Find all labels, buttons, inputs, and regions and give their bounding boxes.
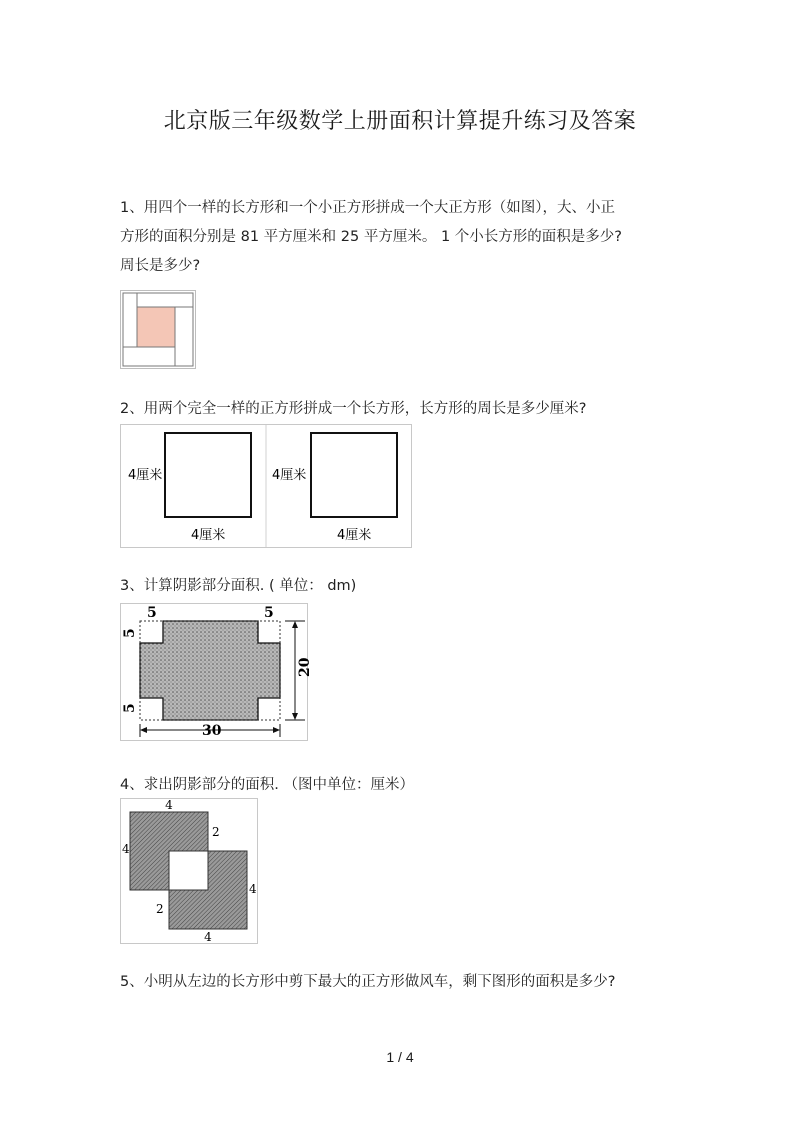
question-5: 5、小明从左边的长方形中剪下最大的正方形做风车，剩下图形的面积是多少? [120,974,616,990]
label-overlap-left-2: 2 [156,902,164,916]
question-4: 4、求出阴影部分的面积. （图中单位：厘米） [120,777,414,793]
figure-4-overlapping-squares [120,798,258,944]
label-overlap-right-2: 2 [212,825,220,839]
label-right-4: 4 [249,882,257,896]
question-2: 2、用两个完全一样的正方形拼成一个长方形，长方形的周长是多少厘米? [120,401,587,417]
label-bottom-4: 4 [204,930,212,944]
figure-3-cross-shape [120,603,313,741]
label-top-4: 4 [165,798,173,812]
label-left-square-side: 4厘米 [128,468,163,483]
page-number: 1 / 4 [386,1049,414,1065]
figure-2-two-squares [120,424,412,548]
question-3: 3、计算阴影部分面积. ( 单位： dm) [120,578,357,594]
label-left-bottom-5: 5 [122,703,138,713]
question-1-line-2: 方形的面积分别是 81 平方厘米和 25 平方厘米。 1 个小长方形的面积是多少? [120,229,622,245]
label-right-square-side: 4厘米 [272,468,307,483]
figure-1-square-puzzle [120,290,196,369]
label-top-left-5: 5 [147,605,157,621]
question-1-line-3: 周长是多少? [120,258,201,274]
label-left-square-bottom: 4厘米 [191,528,226,543]
label-top-right-5: 5 [264,605,274,621]
label-left-top-5: 5 [122,628,138,638]
question-1 [120,194,680,281]
page-title: 北京版三年级数学上册面积计算提升练习及答案 [163,109,637,134]
label-right-square-bottom: 4厘米 [337,528,372,543]
label-left-4: 4 [122,842,130,856]
question-1-line-1: 1、用四个一样的长方形和一个小正方形拼成一个大正方形（如图），大、小正 [120,200,615,216]
label-height-20: 20 [297,657,313,677]
label-width-30: 30 [202,723,222,739]
